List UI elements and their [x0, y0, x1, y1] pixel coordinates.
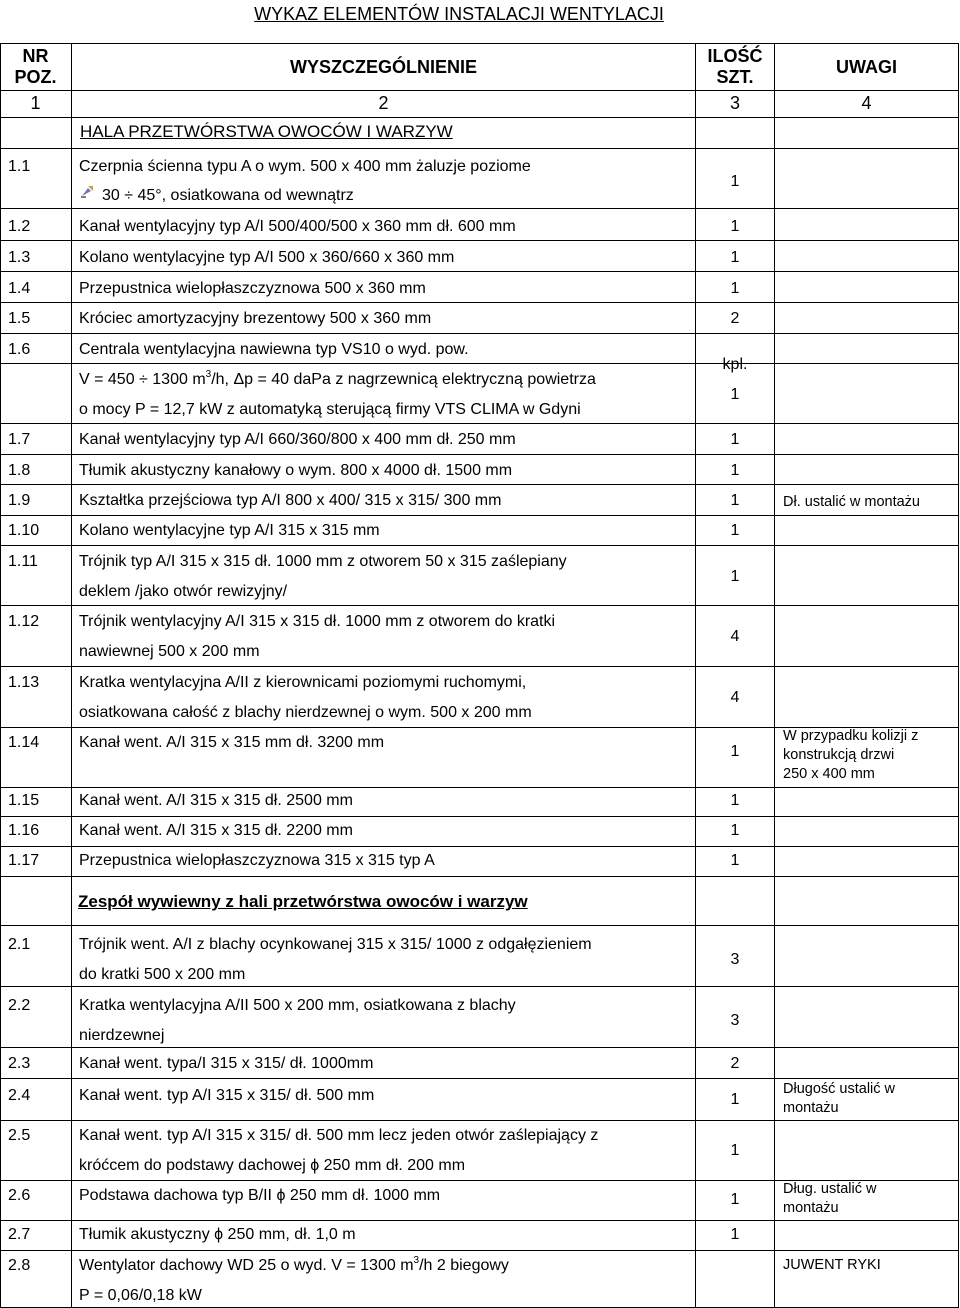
quantity: 1 [730, 822, 740, 839]
header-description: WYSZCZEGÓLNIENIE [289, 57, 477, 77]
description-line: Kanał went. typa/I 315 x 315/ dł. 1000mm [79, 1055, 374, 1072]
description-line: Tłumik akustyczny kanałowy o wym. 800 x 4000 dł. 1500 mm [79, 462, 513, 479]
row-divider [0, 545, 958, 546]
row-number: 1.5 [8, 310, 31, 327]
description-line: o mocy P = 12,7 kW z automatyką sterującą firmy VTS CLIMA w Gdyni [79, 401, 581, 418]
note: konstrukcją drzwi [783, 747, 895, 763]
superscript: 3 [205, 369, 212, 380]
description-line: Trójnik typ A/I 315 x 315 dł. 1000 mm z otworem 50 x 315 zaślepiany [79, 553, 567, 570]
row-divider [0, 208, 958, 209]
row-number: 2.5 [8, 1127, 31, 1144]
description-line: Przepustnica wielopłaszczyznowa 315 x 315 typ A [79, 852, 435, 869]
row-number: 1.17 [8, 852, 40, 869]
quantity: 3 [730, 1012, 740, 1029]
column-divider [958, 43, 959, 1308]
description-line: Kanał went. A/I 315 x 315 mm dł. 3200 mm [79, 734, 385, 751]
quantity: 1 [730, 852, 740, 869]
row-number: 2.8 [8, 1257, 31, 1274]
description-line: Kanał wentylacyjny typ A/I 660/360/800 x 400 mm dł. 250 mm [79, 431, 516, 448]
description-line: Kanał wentylacyjny typ A/I 500/400/500 x 360 mm dł. 600 mm [79, 218, 516, 235]
column-number: 2 [378, 93, 389, 113]
quantity: 1 [730, 492, 740, 509]
description-line: Przepustnica wielopłaszczyznowa 500 x 360 mm [79, 280, 426, 297]
quantity: 4 [730, 689, 740, 706]
quantity: 1 [730, 431, 740, 448]
description-line: V = 450 ÷ 1300 $m^3/h$, Δp = 40 daPa z nagrzewnicą elektryczną powietrza [79, 369, 596, 388]
quantity: 1 [730, 1091, 740, 1108]
row-divider [0, 605, 958, 606]
row-number: 1.8 [8, 462, 31, 479]
row-divider [0, 986, 958, 987]
section-title: HALA PRZETWÓRSTWA OWOCÓW I WARZYW [80, 122, 453, 141]
note: montażu [783, 1100, 839, 1116]
row-number: 1.1 [8, 158, 31, 175]
column-divider [774, 43, 775, 1308]
column-number: 1 [30, 93, 41, 113]
column-divider [71, 43, 72, 1308]
header-quantity: SZT. [716, 67, 754, 87]
arrow-icon [80, 184, 94, 198]
description-line: nawiewnej 500 x 200 mm [79, 643, 260, 660]
quantity: 1 [730, 792, 740, 809]
description-line: Kolano wentylacyjne typ A/I 500 x 360/660 x 360 mm [79, 249, 455, 266]
quantity: 1 [730, 1226, 740, 1243]
header-nr: NR [22, 46, 49, 66]
superscript: 3 [413, 1255, 420, 1266]
row-divider [0, 925, 958, 926]
row-number: 2.4 [8, 1087, 31, 1104]
quantity-unit: kpl. [722, 356, 748, 373]
row-divider [0, 666, 958, 667]
quantity: 1 [730, 249, 740, 266]
description-line: 30 ÷ 45°, osiatkowana od wewnątrz [102, 187, 354, 204]
row-number: 1.10 [8, 522, 40, 539]
row-divider [0, 240, 958, 241]
section-title: Zespół wywiewny z hali przetwórstwa owoców i warzyw [78, 892, 528, 911]
row-number: 2.6 [8, 1187, 31, 1204]
row-divider [0, 90, 958, 91]
description-line: Trójnik went. A/I z blachy ocynkowanej 315 x 315/ 1000 z odgałęzieniem [79, 936, 592, 953]
description-line: Kanał went. typ A/I 315 x 315/ dł. 500 mm lecz jeden otwór zaślepiający z [79, 1127, 599, 1144]
header-notes: UWAGI [836, 57, 897, 77]
row-number: 2.3 [8, 1055, 31, 1072]
column-divider [0, 43, 1, 1308]
quantity: 1 [730, 743, 740, 760]
row-number: 1.7 [8, 431, 31, 448]
header-quantity: ILOŚĆ [707, 46, 763, 66]
row-divider [0, 333, 958, 334]
row-number: 1.14 [8, 734, 40, 751]
description-line: Wentylator dachowy WD 25 o wyd. V = 1300 $m^3/h$ 2 biegowy [79, 1255, 509, 1274]
row-number: 2.1 [8, 936, 31, 953]
row-number: 1.11 [8, 553, 38, 570]
row-divider [0, 454, 958, 455]
row-divider [0, 1078, 958, 1079]
row-divider [0, 787, 958, 788]
column-number: 3 [729, 93, 740, 113]
row-divider [0, 1047, 958, 1048]
quantity: 1 [730, 522, 740, 539]
column-number: 4 [861, 93, 872, 113]
quantity: 4 [730, 628, 740, 645]
description-line: Kratka wentylacyjna A/II 500 x 200 mm, osiatkowana z blachy [79, 997, 516, 1014]
row-divider [0, 363, 958, 364]
quantity: 1 [730, 386, 740, 403]
row-divider [0, 846, 958, 847]
description-line: Kanał went. A/I 315 x 315 dł. 2200 mm [79, 822, 353, 839]
quantity: 1 [730, 218, 740, 235]
row-divider [0, 423, 958, 424]
row-number: 1.9 [8, 492, 31, 509]
description-line: Kształtka przejściowa typ A/I 800 x 400/ 315 x 315/ 300 mm [79, 492, 502, 509]
header-nr: POZ. [14, 67, 57, 87]
description-line: do kratki 500 x 200 mm [79, 966, 246, 983]
quantity: 2 [730, 310, 740, 327]
description-line: Tłumik akustyczny ϕ 250 mm, dł. 1,0 m [79, 1226, 356, 1243]
document-title: WYKAZ ELEMENTÓW INSTALACJI WENTYLACJI [254, 4, 664, 24]
description-line: Trójnik wentylacyjny A/I 315 x 315 dł. 1000 mm z otworem do kratki [79, 613, 556, 630]
description-line: osiatkowana całość z blachy nierdzewnej o wym. 500 x 200 mm [79, 704, 532, 721]
row-number: 2.2 [8, 997, 31, 1014]
description-line: Podstawa dachowa typ B/II ϕ 250 mm dł. 1000 mm [79, 1187, 441, 1204]
note: Dług. ustalić w [783, 1181, 877, 1197]
row-number: 1.12 [8, 613, 40, 630]
description-line: króćcem do podstawy dachowej ϕ 250 mm dł. 200 mm [79, 1157, 466, 1174]
note: W przypadku kolizji z [783, 728, 919, 744]
quantity: 3 [730, 951, 740, 968]
row-divider [0, 816, 958, 817]
row-divider [0, 1250, 958, 1251]
row-divider [0, 1120, 958, 1121]
row-divider [0, 148, 958, 149]
quantity: 1 [730, 1142, 740, 1159]
quantity: 2 [730, 1055, 740, 1072]
quantity: 1 [730, 173, 740, 190]
description-line: Kanał went. A/I 315 x 315 dł. 2500 mm [79, 792, 353, 809]
note: 250 x 400 mm [783, 766, 875, 782]
row-divider [0, 302, 958, 303]
row-divider [0, 117, 958, 118]
row-divider [0, 484, 958, 485]
row-number: 2.7 [8, 1226, 31, 1243]
quantity: 1 [730, 568, 740, 585]
row-number: 1.3 [8, 249, 31, 266]
row-number: 1.4 [8, 280, 31, 297]
description-line: Centrala wentylacyjna nawiewna typ VS10 o wyd. pow. [79, 341, 469, 358]
description-line: Króciec amortyzacyjny brezentowy 500 x 360 mm [79, 310, 432, 327]
description-line: Czerpnia ścienna typu A o wym. 500 x 400 mm żaluzje poziome [79, 158, 531, 175]
quantity: 1 [730, 462, 740, 479]
row-divider [0, 515, 958, 516]
note: JUWENT RYKI [783, 1257, 881, 1273]
row-divider [0, 1220, 958, 1221]
row-number: 1.13 [8, 674, 40, 691]
description-line: Kolano wentylacyjne typ A/I 315 x 315 mm [79, 522, 380, 539]
row-number: 1.15 [8, 792, 40, 809]
row-divider [0, 876, 958, 877]
row-number: 1.6 [8, 341, 31, 358]
row-divider [0, 271, 958, 272]
quantity: 1 [730, 280, 740, 297]
row-divider [0, 43, 958, 44]
description-line: P = 0,06/0,18 kW [79, 1287, 202, 1304]
note: Dł. ustalić w montażu [783, 494, 920, 510]
description-line: deklem /jako otwór rewizyjny/ [79, 583, 288, 600]
description-line: nierdzewnej [79, 1027, 165, 1044]
row-number: 1.16 [8, 822, 40, 839]
row-number: 1.2 [8, 218, 31, 235]
description-line: Kratka wentylacyjna A/II z kierownicami poziomymi ruchomymi, [79, 674, 527, 691]
quantity: 1 [730, 1191, 740, 1208]
note: Długość ustalić w [783, 1081, 896, 1097]
description-line: Kanał went. typ A/I 315 x 315/ dł. 500 mm [79, 1087, 375, 1104]
note: montażu [783, 1200, 839, 1216]
